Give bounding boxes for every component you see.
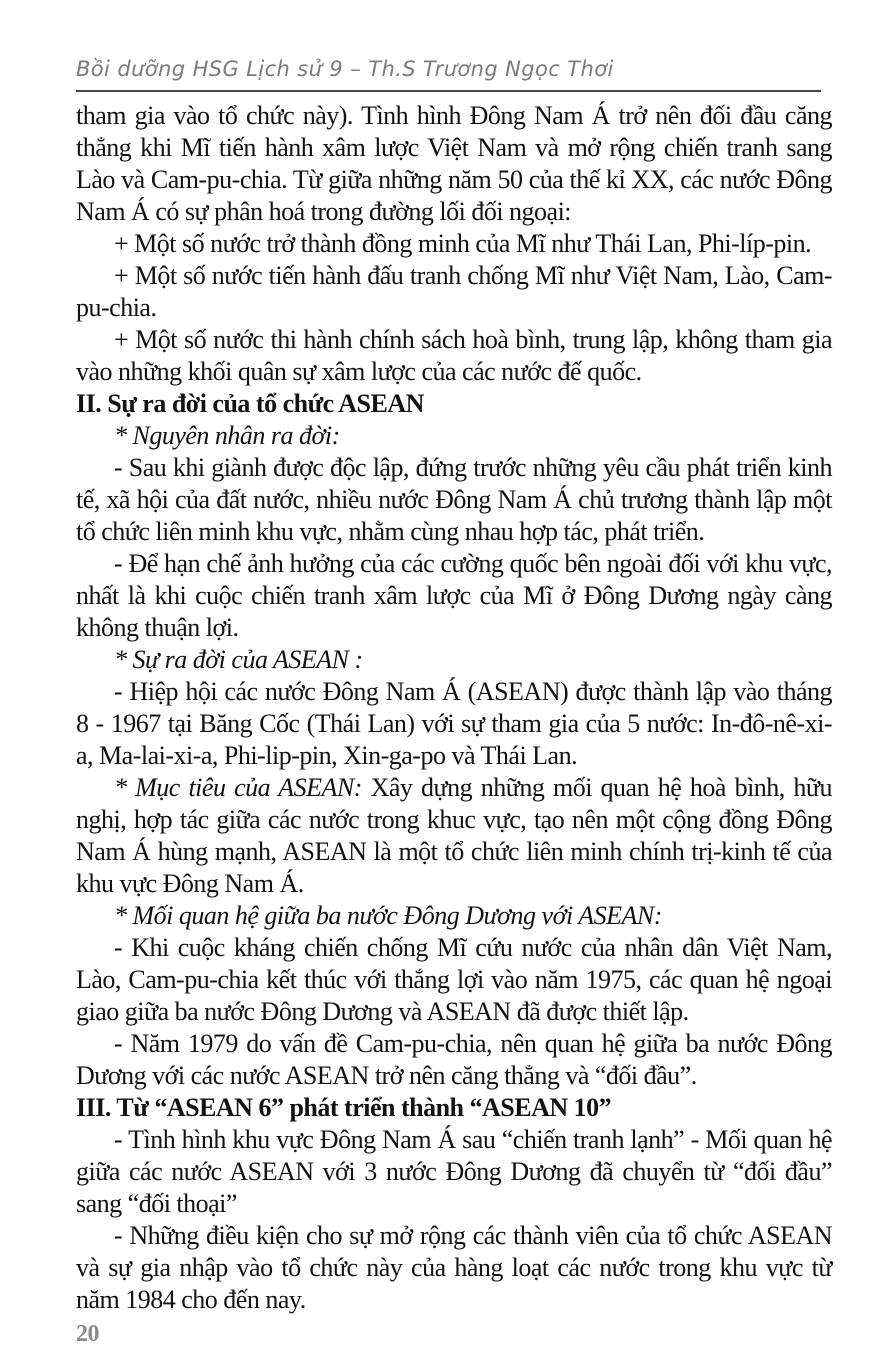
intro-paragraph: tham gia vào tổ chức này). Tình hình Đông Nam Á trở nên đối đầu căng thẳng khi Mĩ tiến hành xâm lược Việt Nam và mở rộng chiến tranh sang Lào và Cam-pu-chia. Từ giữa những năm 50 của thế kỉ XX, các nước Đông Nam Á có sự phân hoá trong đường lối đối ngoại: [76, 101, 832, 226]
bullet-fight: + Một số nước tiến hành đấu tranh chống Mĩ như Việt Nam, Lào, Cam-pu-chia. [76, 261, 832, 322]
page-number: 20 [76, 1321, 99, 1347]
para-1979: - Năm 1979 do vấn đề Cam-pu-chia, nên quan hệ giữa ba nước Đông Dương với các nước ASEAN trở nên căng thẳng và “đối đầu”. [76, 1029, 832, 1090]
para-1975: - Khi cuộc kháng chiến chống Mĩ cứu nước của nhân dân Việt Nam, Lào, Cam-pu-chia kết thúc với thắng lợi vào năm 1975, các quan hệ ngoại giao giữa ba nước Đông Dương và ASEAN đã được thiết lập. [76, 933, 832, 1026]
section-ii-heading: II. Sự ra đời của tổ chức ASEAN [76, 389, 424, 418]
para-goal [76, 772, 832, 900]
goal-text: Xây dựng những mối quan hệ hoà bình, hữu nghị, hợp tác giữa các nước trong khuc vực, tạo nên một cộng đồng Đông Nam Á hùng mạnh, ASEAN là một tổ chức liên minh chính trị-kinh tế của khu vực Đông Nam Á. [76, 773, 833, 898]
bullet-ally: + Một số nước trở thành đồng minh của Mĩ như Thái Lan, Phi-líp-pin. [114, 229, 812, 258]
note-origin-label: * Nguyên nhân ra đời: [114, 421, 340, 450]
running-head-title: Bồi dưỡng HSG Lịch sử 9 – Th.S Trương Ngọc Thơi [76, 57, 614, 81]
para-expansion: - Những điều kiện cho sự mở rộng các thành viên của tổ chức ASEAN và sự gia nhập vào tổ chức này của hàng loạt các nước trong khu vực từ năm 1984 cho đến nay. [76, 1221, 832, 1314]
section-iii-heading: III. Từ “ASEAN 6” phát triển thành “ASEAN 10” [76, 1093, 612, 1122]
page-header [76, 56, 832, 92]
para-independence: - Sau khi giành được độc lập, đứng trước những yêu cầu phát triển kinh tế, xã hội của đất nước, nhiều nước Đông Nam Á chủ trương thành lập một tổ chức liên minh khu vực, nhằm cùng nhau hợp tác, phát triển. [76, 453, 832, 546]
goal-label: * Mục tiêu của ASEAN: [114, 773, 362, 802]
page-body [76, 100, 832, 1349]
para-founding: - Hiệp hội các nước Đông Nam Á (ASEAN) được thành lập vào tháng 8 - 1967 tại Băng Cốc (Thái Lan) với sự tham gia của 5 nước: In-đô-nê-xi-a, Ma-lai-xi-a, Phi-lip-pin, Xin-ga-po và Thái Lan. [76, 677, 832, 770]
para-postcoldwar: - Tình hình khu vực Đông Nam Á sau “chiến tranh lạnh” - Mối quan hệ giữa các nước ASEAN với 3 nước Đông Dương đã chuyển từ “đối đầu” sang “đối thoại” [76, 1125, 832, 1218]
bullet-neutral: + Một số nước thi hành chính sách hoà bình, trung lập, không tham gia vào những khối quân sự xâm lược của các nước đế quốc. [76, 325, 832, 386]
header-divider [76, 90, 821, 92]
note-birth-label: * Sự ra đời của ASEAN : [114, 645, 363, 674]
para-influence: - Để hạn chế ảnh hưởng của các cường quốc bên ngoài đối với khu vực, nhất là khi cuộc chiến tranh xâm lược của Mĩ ở Đông Dương ngày càng không thuận lợi. [76, 549, 832, 642]
note-relation-label: * Mối quan hệ giữa ba nước Đông Dương với ASEAN: [114, 901, 662, 930]
